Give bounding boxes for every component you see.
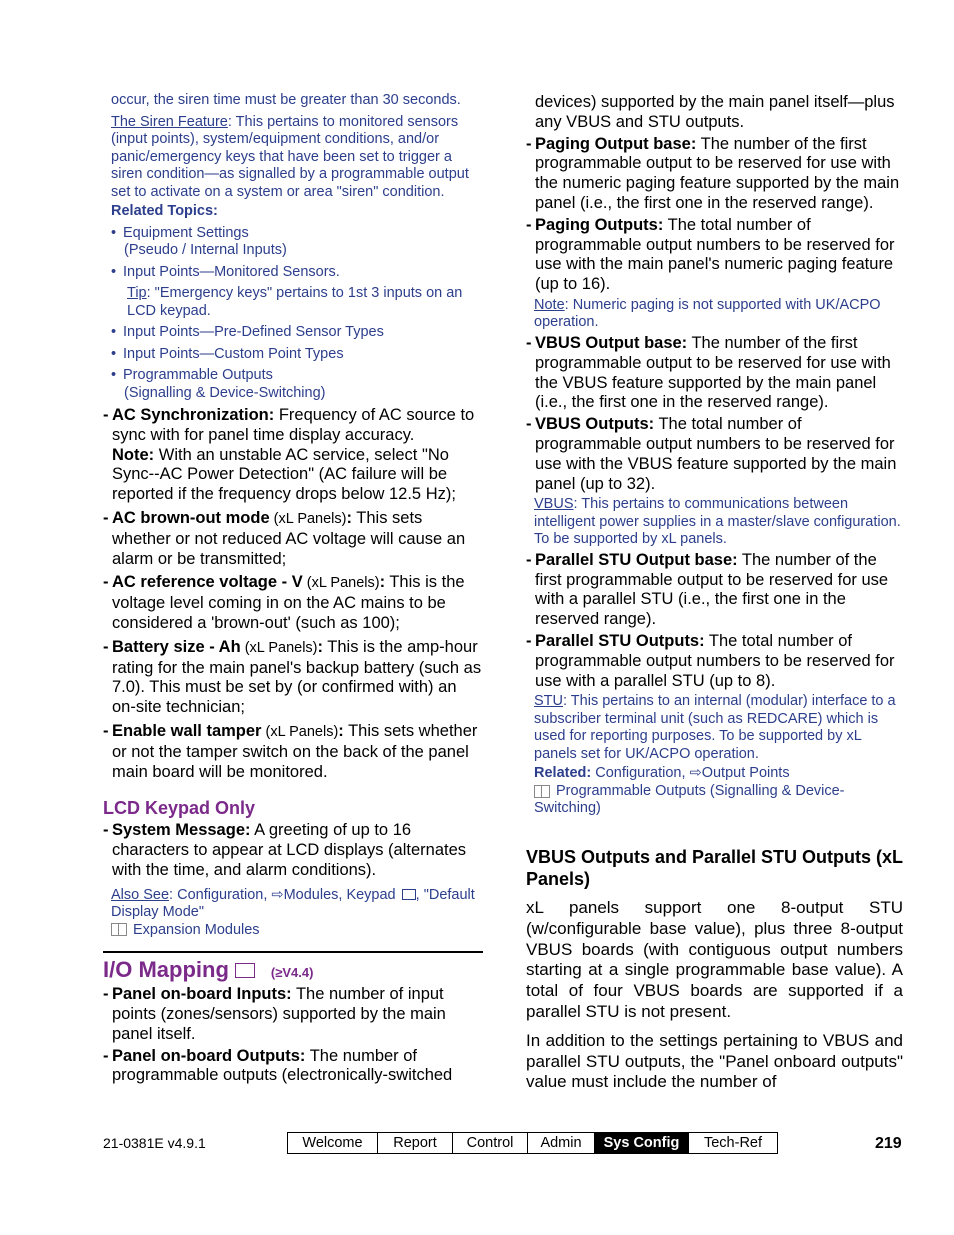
brownout-qualifier: (xL Panels)	[269, 510, 347, 527]
related-text: Configuration,	[591, 765, 690, 782]
bullet: •	[111, 367, 117, 383]
paging-note-text: : Numeric paging is not supported with UK/ACPO operation.	[534, 296, 881, 331]
topic-equipment-settings[interactable]	[103, 225, 483, 260]
ac-sync-note-text: With an unstable AC service, select "No Sync--AC Power Detection" (AC failure will be reported if the frequency drops below 12.5 Hz);	[112, 445, 456, 504]
ac-sync-note-label: Note:	[112, 445, 155, 464]
expansion-modules-link[interactable]	[103, 922, 483, 940]
brownout-text: This sets whether or not reduced AC voltage will cause an alarm or be transmitted;	[112, 508, 466, 568]
vbus-paragraph-1: xL panels support one 8-output STU (w/configurable base value), plus three 8-output VBUS boards (with contiguous output numbers starting at a single programmable base value). A total of four VBUS boards are supported if a parallel STU is not present.	[526, 897, 903, 1021]
bullet: •	[111, 224, 117, 241]
paging-base-text: The number of the first programmable output to be reserved for use with the numeric paging feature supported by the main panel (i.e., the first one in the reserved range).	[535, 134, 900, 212]
onboard-outputs-text: The number of programmable outputs (electronically-switched	[112, 1046, 453, 1085]
tamper-item: - Enable wall tamper (xL Panels): This sets whether or not the tamper switch on the back of the panel main board will be monitored.	[103, 721, 478, 781]
paging-outputs-label: Paging Outputs:	[535, 215, 664, 234]
system-message-label: System Message:	[112, 821, 251, 840]
vbus-section-heading: VBUS Outputs and Parallel STU Outputs (xL Panels)	[526, 846, 903, 889]
expansion-modules-label: Expansion Modules	[133, 921, 260, 938]
arrow-right-icon: ⇨	[271, 886, 284, 903]
tip-text: : "Emergency keys" pertains to 1st 3 inputs on an LCD keypad.	[127, 285, 463, 319]
vbus-base-text: The number of the first programmable output to be reserved for use with the VBUS feature supported by the main panel (i.e., the first one in the reserved range).	[535, 333, 891, 412]
colon: :	[317, 637, 324, 656]
also-see-note	[103, 887, 483, 922]
stu-outputs-item: - Parallel STU Outputs: The total number of programmable output numbers to be reserved for use with a parallel STU (up to 8).	[526, 632, 895, 690]
paging-outputs-text: The total number of programmable output numbers to be reserved for use with the main panel's numeric paging feature (up to 16).	[535, 215, 895, 294]
battery-item: - Battery size - Ah (xL Panels): This is the amp-hour rating for the main panel's backup battery (such as 7.0). This must be set by (or confirmed with) an on-site technician;	[103, 637, 482, 717]
also-see-label[interactable]: Also See	[111, 886, 170, 903]
refvolt-text: This is the voltage level coming in on the AC mains to be considered a 'brown-out' (such as 100);	[112, 573, 465, 632]
ac-sync-label: AC Synchronization:	[112, 406, 275, 424]
paging-base-item: - Paging Output base: The number of the first programmable output to be reserved for use with the numeric paging feature supported by the main panel (i.e., the first one in the reserved range).	[526, 134, 900, 212]
arrow-right-icon: ⇨	[689, 765, 702, 782]
book-icon	[111, 923, 127, 936]
stu-base-item: - Parallel STU Output base: The number of the first programmable output to be reserved for use with a parallel STU (i.e., the first one in the reserved range).	[526, 550, 889, 629]
page-footer	[0, 1132, 954, 1154]
vbus-base-item: - VBUS Output base: The number of the first programmable output to be reserved for use with the VBUS feature supported by the main panel (i.e., the first one in the reserved range).	[526, 333, 891, 412]
battery-text: This is the amp-hour rating for the main panel's backup battery (such as 7.0). This must be set by (or confirmed with) an on-site technician;	[112, 637, 482, 717]
io-mapping-heading	[103, 957, 483, 983]
page-number: 219	[875, 1135, 902, 1152]
topic-predefined-sensor-types[interactable]	[103, 324, 483, 342]
refvolt-item: - AC reference voltage - V (xL Panels): This is the voltage level coming in on the AC mains to be considered a 'brown-out' (such as 100);	[103, 573, 465, 632]
nav-report[interactable]: Report	[377, 1133, 452, 1153]
topic-label: Input Points—Monitored Sensors.	[123, 263, 340, 280]
ac-sync-item: - AC Synchronization: Frequency of AC source to sync with for panel time display accuracy. Note: With an unstable AC service, select "No Sync--AC Power Detection" (AC failure will be reported if the frequency drops below 12.5 Hz);	[103, 406, 475, 504]
bullet: •	[111, 345, 117, 362]
lcd-keypad-heading: LCD Keypad Only	[103, 798, 256, 819]
section-divider	[103, 951, 483, 953]
page-icon	[235, 963, 255, 978]
topic-label: Equipment Settings	[123, 224, 249, 241]
tamper-text: This sets whether or not the tamper switch on the back of the panel main board will be monitored.	[112, 721, 478, 781]
bullet: •	[111, 324, 117, 340]
stu-outputs-text: The total number of programmable output numbers to be reserved for use with a parallel STU (up to 8).	[535, 632, 895, 690]
stu-note-text: : This pertains to an internal (modular) interface to a subscriber terminal unit (such as REDCARE) which is used for reporting purposes. To be supported by xL panels set for UK/ACPO operation.	[534, 693, 896, 762]
bullet: •	[111, 263, 117, 280]
onboard-outputs-item: - Panel on-board Outputs: The number of programmable outputs (electronically-switched	[103, 1046, 453, 1085]
tamper-label: Enable wall tamper	[112, 721, 262, 740]
topic-custom-point-types[interactable]	[103, 346, 483, 364]
brownout-label: AC brown-out mode	[112, 508, 270, 527]
onboard-inputs-text: The number of input points (zones/sensors) supported by the main panel itself.	[112, 985, 446, 1043]
book-icon	[534, 785, 550, 798]
left-column	[103, 92, 483, 1086]
nav-tech-ref[interactable]: Tech-Ref	[688, 1133, 777, 1153]
related-note	[526, 765, 903, 783]
stu-note	[526, 693, 903, 763]
footer-nav	[287, 1132, 778, 1154]
tip-label: Tip	[127, 285, 147, 301]
vbus-paragraph-2: In addition to the settings pertaining to VBUS and parallel STU outputs, the "Panel onboard outputs" value must include the number of	[526, 1030, 903, 1092]
onboard-inputs-label: Panel on-board Inputs:	[112, 985, 292, 1004]
nav-sys-config[interactable]: Sys Config	[594, 1133, 688, 1153]
nav-welcome[interactable]: Welcome	[302, 1135, 363, 1151]
siren-feature-text: : This pertains to monitored sensors (input points), system/equipment conditions, and/or panic/emergency keys that have been set to trigger a siren condition—as signalled by a programmable output set to activate on a system or area "siren" condition.	[111, 113, 469, 200]
topic-label: Input Points—Pre-Defined Sensor Types	[123, 324, 384, 340]
system-message-text: A greeting of up to 16 characters to appear at LCD displays (alternates with the time, and alarm conditions).	[112, 821, 467, 879]
version-tag: (≥V4.4)	[270, 965, 314, 981]
topic-label: Programmable Outputs	[123, 367, 273, 383]
programmable-outputs-link[interactable]	[526, 783, 903, 818]
continued-text	[526, 93, 903, 133]
ac-sync-text: Frequency of AC source to sync with for panel time display accuracy.	[112, 406, 475, 444]
note-label: Note	[534, 296, 565, 313]
default-display-mode-text: , "Default Display Mode"	[111, 886, 475, 921]
nav-control[interactable]: Control	[452, 1133, 527, 1153]
stu-base-text: The number of the first programmable output to be reserved for use with a parallel STU (i.e., the first one in the reserved range).	[535, 550, 889, 629]
continued-text-body: devices) supported by the main panel itself—plus any VBUS and STU outputs.	[535, 93, 895, 131]
io-mapping-title: I/O Mapping	[103, 957, 229, 983]
colon: :	[338, 721, 344, 740]
vbus-base-label: VBUS Output base:	[535, 333, 688, 352]
tip-note	[103, 285, 483, 320]
onboard-inputs-item: - Panel on-board Inputs: The number of input points (zones/sensors) supported by the main panel itself.	[103, 985, 446, 1043]
stu-base-label: Parallel STU Output base:	[535, 550, 738, 569]
programmable-outputs-label: Programmable Outputs (Signalling & Device-Switching)	[534, 782, 845, 817]
page-icon	[402, 889, 416, 900]
siren-feature-link[interactable]: The Siren Feature	[111, 113, 228, 130]
onboard-outputs-label: Panel on-board Outputs:	[112, 1046, 306, 1065]
document-id: 21-0381E v4.9.1	[103, 1135, 206, 1151]
topic-input-points-monitored[interactable]	[103, 264, 483, 282]
topic-programmable-outputs[interactable]	[103, 367, 483, 402]
paging-outputs-item: - Paging Outputs: The total number of programmable output numbers to be reserved for use with the main panel's numeric paging feature (up to 16).	[526, 215, 895, 294]
battery-label: Battery size - Ah	[112, 637, 241, 656]
siren-continuation: occur, the siren time must be greater than 30 seconds.	[111, 92, 461, 108]
related-topics-label: Related Topics:	[111, 203, 218, 219]
vbus-note	[526, 496, 903, 549]
system-message-item: - System Message: A greeting of up to 16 characters to appear at LCD displays (alternates with the time, and alarm conditions).	[103, 821, 467, 879]
tamper-qualifier: (xL Panels)	[261, 723, 339, 740]
output-points-link[interactable]: Output Points	[701, 765, 790, 782]
siren-feature-note	[103, 114, 483, 202]
colon: :	[379, 573, 386, 592]
stu-note-label: STU	[534, 693, 563, 710]
vbus-outputs-label: VBUS Outputs:	[535, 415, 655, 434]
topic-sublabel: (Pseudo / Internal Inputs)	[124, 242, 287, 258]
also-see-text: : Configuration,	[169, 886, 272, 903]
related-label: Related:	[534, 765, 592, 782]
nav-admin[interactable]: Admin	[527, 1133, 594, 1153]
refvolt-label: AC reference voltage - V	[112, 573, 303, 592]
stu-outputs-label: Parallel STU Outputs:	[535, 632, 705, 651]
brownout-item: - AC brown-out mode (xL Panels): This sets whether or not reduced AC voltage will cause an alarm or be transmitted;	[103, 508, 466, 568]
vbus-note-text: : This pertains to communications between intelligent power supplies in a master/slave configuration. To be supported by xL panels.	[534, 496, 901, 548]
colon: :	[346, 508, 352, 527]
vbus-outputs-item: - VBUS Outputs: The total number of programmable output numbers to be reserved for use with the VBUS feature supported by the main panel (up to 32).	[526, 415, 897, 493]
right-column	[526, 93, 903, 1093]
vbus-outputs-text: The total number of programmable output numbers to be reserved for use with the VBUS feature supported by the main panel (up to 32).	[535, 415, 897, 493]
paging-note	[526, 297, 903, 332]
paging-base-label: Paging Output base:	[535, 134, 697, 153]
modules-keypad-link[interactable]: Modules, Keypad	[283, 886, 400, 903]
battery-qualifier: (xL Panels)	[240, 639, 318, 656]
topic-sublabel: (Signalling & Device-Switching)	[124, 384, 326, 401]
refvolt-qualifier: (xL Panels)	[302, 575, 380, 592]
vbus-note-label: VBUS	[534, 496, 574, 513]
topic-label: Input Points—Custom Point Types	[123, 345, 344, 362]
